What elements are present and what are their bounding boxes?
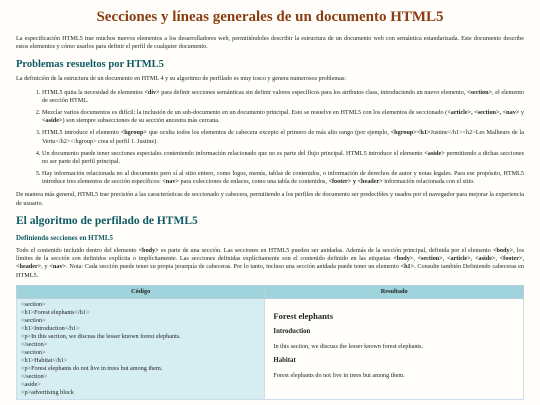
- intro-paragraph: La especificación HTML5 trae muchos nuevos elementos a los desarrolladores web, permitiéndoles describir la estructura de un documento web con semántica estandarizada. Este documento describe estos elementos y cómo usarlos para definir el perfil de cualquier documento.: [16, 35, 524, 51]
- page-title: Secciones y líneas generales de un documento HTML5: [96, 9, 444, 25]
- inline-code: <div>: [144, 88, 160, 96]
- inline-text: , el elemento de sección HTML.: [42, 88, 525, 104]
- inline-text: . Nota: Cada sección puede tener su propia jerarquía de cabeceras. Por lo tanto, incluso una sección anidada puede tener un elemento: [66, 263, 401, 271]
- code-line: <h1>Forest elephants</h1>: [21, 309, 90, 317]
- inline-text: Justine</h1><h2>Les Malheurs de la Vertu</h2></hgroup> crea el perfil 1. Justine).: [42, 129, 524, 145]
- problem-item: [42, 170, 524, 186]
- inline-text: ,: [413, 255, 418, 263]
- problem-item: [42, 109, 524, 125]
- result-column-header: Resultado: [265, 285, 524, 298]
- result-h2-introduction: Introduction: [273, 328, 311, 336]
- inline-text: que oculta todos los elementos de cabecera excepto el primero de más alto rango (por ejemplo,: [146, 129, 391, 137]
- inline-code: <hgroup>: [120, 129, 147, 137]
- code-line: <aside>: [21, 381, 41, 389]
- inline-text: ,: [495, 255, 500, 263]
- inline-code: <section>: [466, 88, 493, 96]
- inline-text: y: [519, 108, 524, 116]
- algorithm-paragraph: [16, 247, 524, 280]
- inline-code: <article>, <section>, <nav>: [447, 108, 520, 116]
- inline-text: ,: [442, 255, 447, 263]
- inline-code: <header>: [16, 263, 42, 271]
- inline-code: <h1>: [400, 263, 415, 271]
- result-preview: [265, 299, 524, 400]
- inline-code: <body>: [492, 247, 514, 255]
- inline-code: <section>: [417, 255, 443, 263]
- code-line: <p>In this section, we discuss the lesser known forest elephants.: [21, 333, 181, 341]
- inline-text: permitiendo a dichas secciones no ser parte del perfil principal.: [42, 149, 524, 165]
- inline-code: <hgroup><h1>: [390, 129, 431, 137]
- inline-text: Todo el contenido incluido dentro del elemento: [16, 247, 139, 255]
- inline-code: <footer>: [499, 255, 523, 263]
- algorithm-heading: El algoritmo de perfilado de HTML5: [16, 214, 198, 227]
- inline-text: para colecciones de enlaces, como una tabla de contenidos,: [178, 178, 329, 186]
- problem-item: [42, 150, 524, 166]
- code-line: </section>: [21, 341, 48, 349]
- code-line: <section>: [21, 349, 46, 357]
- inline-code: <footer> y <header>: [328, 178, 383, 186]
- inline-code: <body>: [138, 247, 159, 255]
- example-table: [16, 285, 524, 400]
- inline-code: <article>: [446, 255, 471, 263]
- inline-code: <body>: [393, 255, 414, 263]
- problem-item: [42, 89, 524, 105]
- code-line: <p>Forest elephants do not live in trees but among them.: [21, 365, 163, 373]
- code-sample: [17, 299, 265, 400]
- inline-code: <nav>: [49, 263, 67, 271]
- result-h1: Forest elephants: [273, 311, 333, 322]
- inline-text: ,: [470, 255, 475, 263]
- code-line: <p>advertising block: [21, 389, 74, 397]
- inline-text: ,: [522, 255, 525, 263]
- inline-text: para definir secciones semánticas sin definir valores específicos para los atributos class, introduciendo un nuevo elemento,: [159, 88, 467, 96]
- inline-code: <nav>: [162, 178, 179, 186]
- code-column-header: Código: [17, 285, 265, 298]
- code-line: <h1>Habitat</h1>: [21, 357, 68, 365]
- code-line: <h1>Introduction</h1>: [21, 325, 80, 333]
- code-line: </section>: [21, 373, 48, 381]
- inline-text: Hay información relacionada no al documento pero sí al sitio entero, como logos, menús, tablas de contenidos, o información de derechos de autor y notas legales. Para ese propósito, HTML5 introduce tres elementos de sección específicos:: [42, 170, 524, 186]
- problems-list: [16, 89, 524, 187]
- code-line: <section>: [21, 301, 46, 309]
- inline-code: <aside>: [475, 255, 496, 263]
- result-h2-habitat: Habitat: [273, 357, 296, 365]
- problems-closing: De manera más general, HTML5 trae precisión a las características de seccionado y cabecera, permitiendo a los perfiles de documento ser predecibles y usados por el navegador para mejorar la experiencia de usuario.: [16, 191, 524, 207]
- inline-text: es parte de una sección. Las secciones en HTML5 pueden ser anidadas. Además de la sección principal, definida por el elemento: [158, 247, 493, 255]
- inline-text: . Consulte también Definiendo cabeceras en HTML5.: [16, 263, 524, 279]
- inline-text: información relacionada con el sitio.: [382, 178, 475, 186]
- problems-lead: La definición de la estructura de un documento en HTML 4 y su algoritmo de perfilado es muy tosco y genera numerosos problemas:: [16, 75, 347, 83]
- inline-text: , los límites de la sección son definidos explícita o implícitamente. Las secciones definidas explícitamente son el contenido definido en las etiquetas: [16, 247, 524, 263]
- sections-subheading: Definiendo secciones en HTML5: [16, 233, 114, 242]
- inline-text: HTML5 introduce el elemento: [42, 129, 121, 137]
- inline-text: Mezclar varios documentos es difícil: la inclusión de un sub-documento en un documento principal. Esto se resuelve en HTML5 con los elementos de seccionado (: [42, 108, 448, 116]
- problem-item: [42, 129, 524, 145]
- inline-code: <aside>: [42, 117, 63, 125]
- code-line: <section>: [21, 317, 46, 325]
- inline-text: HTML5 quita la necesidad de elementos: [42, 88, 145, 96]
- result-paragraph-1: In this section, we discuss the lesser known forest elephants.: [273, 343, 424, 351]
- inline-text: Un documento puede tener secciones especiales conteniendo información relacionado que no es parte del flujo principal. HTML5 introduce el elemento: [42, 149, 425, 157]
- result-paragraph-2: Forest elephants do not live in trees but among them.: [273, 372, 405, 380]
- inline-text: ) son siempre subsecciones de su sección ancestra más cercana.: [62, 117, 220, 125]
- inline-code: <aside>: [424, 149, 445, 157]
- problems-heading: Problemas resueltos por HTML5: [16, 59, 164, 71]
- inline-text: , y: [41, 263, 50, 271]
